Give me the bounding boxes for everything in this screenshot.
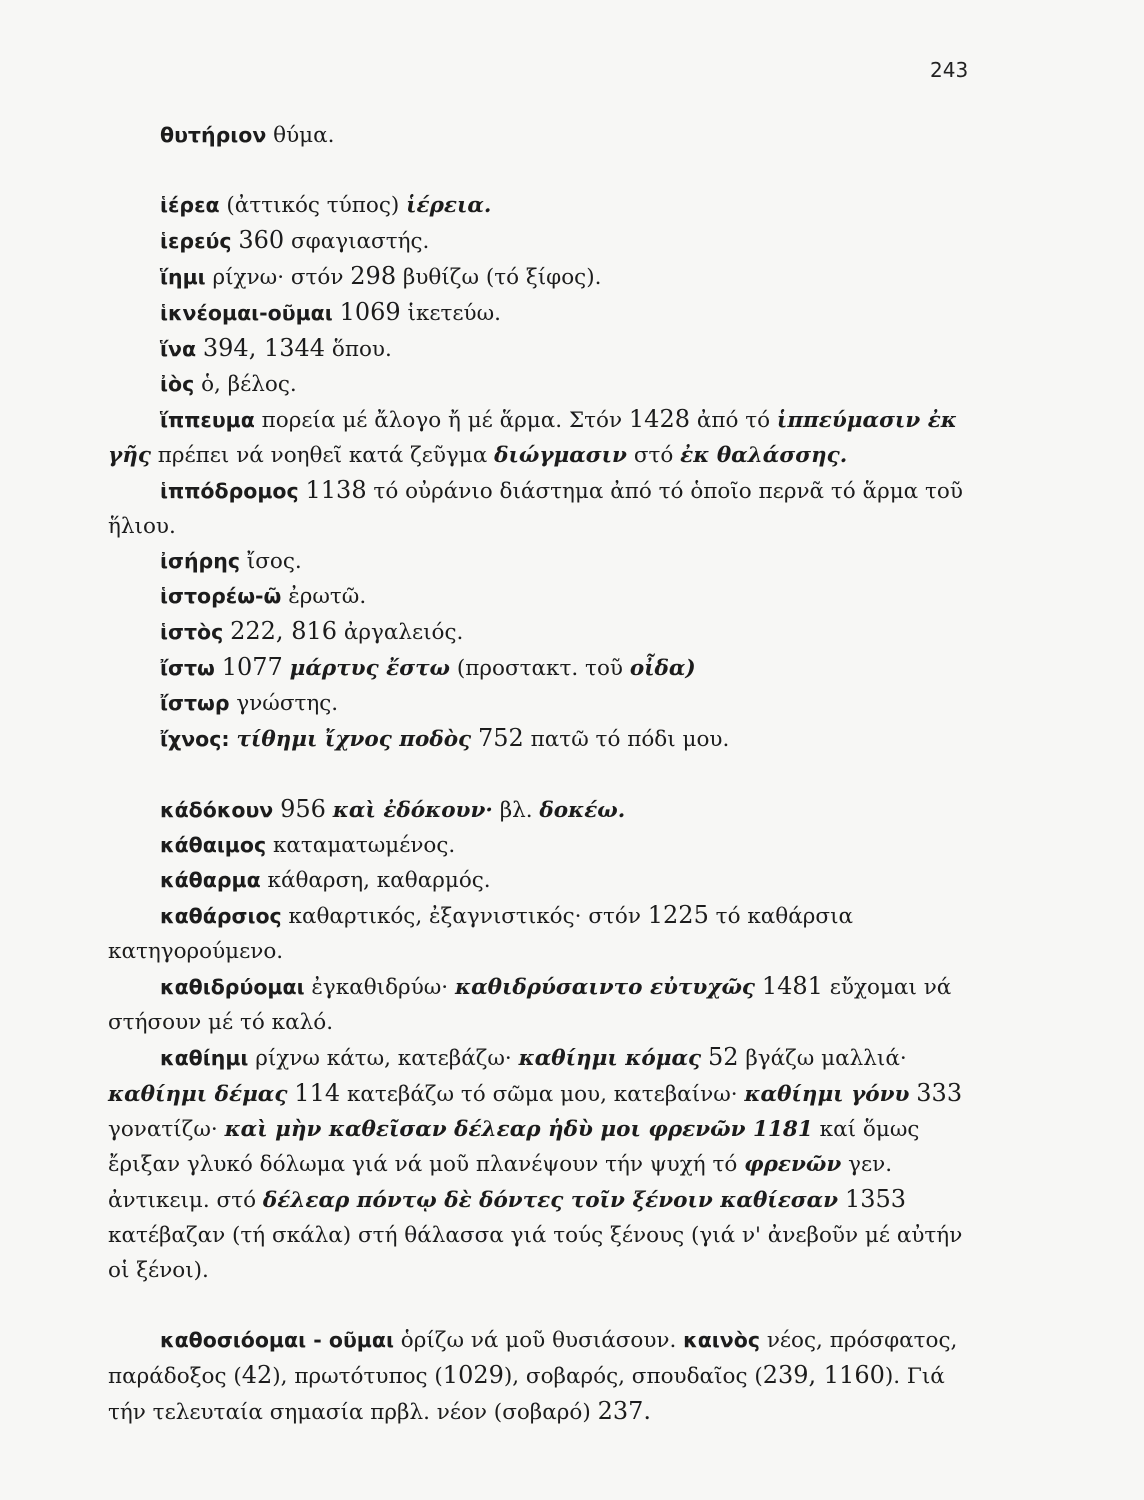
dictionary-entry	[108, 863, 966, 898]
citation: οἶδα)	[629, 656, 696, 681]
dictionary-entry	[108, 792, 966, 828]
entry-text: ὅπου.	[325, 337, 392, 362]
dictionary-entry	[108, 1040, 966, 1288]
entry-text	[755, 975, 762, 1000]
dictionary-entry	[108, 1323, 966, 1430]
entry-text: καί ὅμως ἔριξαν γλυκό δόλωμα γιά νά μοῦ πλανέψουν τήν ψυχή τό	[108, 1117, 920, 1177]
entry-text	[215, 656, 222, 681]
dictionary-entry	[108, 686, 966, 721]
entry-text: εὔχομαι νά στήσουν μέ τό καλό.	[108, 975, 952, 1035]
line-reference: 222, 816	[230, 617, 337, 645]
entry-text: ὁρίζω νά μοῦ θυσιάσουν.	[393, 1328, 684, 1353]
line-reference: 114	[294, 1079, 341, 1107]
headword: ἴστω	[160, 656, 215, 680]
line-reference: 1138	[305, 476, 367, 504]
entry-text	[471, 727, 478, 752]
line-reference: 1428	[628, 405, 690, 433]
dictionary-entry	[108, 579, 966, 614]
headword: ἵνα	[160, 337, 197, 361]
dictionary-entry	[108, 650, 966, 686]
headword: κάθαιμος	[160, 833, 267, 857]
headword: ἰὸς	[160, 372, 195, 396]
dictionary-entry	[108, 828, 966, 863]
headword: ἴστωρ	[160, 691, 230, 715]
entry-text: κατέβαζαν (τή σκάλα) στή θάλασσα γιά τούς ξένους (γιά ν' ἀνεβοῦν μέ αὐτήν οἱ ξένοι).	[108, 1223, 963, 1283]
dictionary-entry	[108, 259, 966, 295]
dictionary-entry	[108, 188, 966, 223]
headword: καινὸς	[683, 1328, 760, 1352]
line-reference: 298	[350, 262, 397, 290]
dictionary-entry	[108, 223, 966, 259]
citation: καθίημι κόμας	[518, 1046, 702, 1071]
line-reference: 333	[916, 1079, 963, 1107]
citation: ἐκ θαλάσσης.	[680, 443, 848, 468]
entry-text	[299, 479, 306, 504]
line-reference: 1077	[221, 653, 283, 681]
line-reference: 239, 1160	[762, 1361, 885, 1389]
dictionary-entry	[108, 969, 966, 1040]
line-reference: 237.	[597, 1397, 652, 1425]
entry-text: θύμα.	[266, 123, 335, 148]
headword: ἰσήρης	[160, 549, 240, 573]
entry-text: βγάζω μαλλιά·	[738, 1046, 907, 1071]
citation: καθιδρύσαιντο εὐτυχῶς	[454, 975, 756, 1000]
headword: κάδόκουν	[160, 798, 274, 822]
line-reference: 1225	[647, 901, 709, 929]
entry-text: ). Γιά τήν τελευταία σημασία πρβλ. νέον (σοβαρό)	[108, 1364, 945, 1425]
citation: καθίημι γόνυ	[744, 1082, 910, 1107]
citation: διώγμασιν	[494, 443, 627, 468]
line-reference: 52	[707, 1043, 739, 1071]
citation: τίθημι ἴχνος ποδὸς	[236, 727, 472, 752]
entry-text: βυθίζω (τό ξίφος).	[396, 265, 602, 290]
dictionary-entry	[108, 473, 966, 544]
headword: καθιδρύομαι	[160, 975, 305, 999]
dictionary-entry	[108, 898, 966, 969]
headword: ἱκνέομαι-οῦμαι	[160, 301, 333, 325]
entry-text: ἀργαλειός.	[337, 620, 464, 645]
entry-text: ὁ, βέλος.	[194, 372, 297, 397]
line-reference: 42	[241, 1361, 273, 1389]
entry-text: κάθαρση, καθαρμός.	[260, 868, 491, 893]
citation: δέλεαρ πόντῳ δὲ δόντες τοῖν ξένοιν καθίεσαν	[262, 1188, 839, 1213]
dictionary-entry	[108, 118, 966, 153]
entry-text: κατεβάζω τό σῶμα μου, κατεβαίνω·	[340, 1082, 745, 1107]
entry-text: (ἀττικός τύπος)	[219, 193, 407, 218]
entry-text: πατῶ τό πόδι μου.	[523, 727, 730, 752]
entry-text: (προστακτ. τοῦ	[450, 656, 630, 681]
headword: ἱππόδρομος	[160, 479, 299, 503]
entry-text	[701, 1046, 708, 1071]
entry-text: ), πρωτότυπος (	[272, 1364, 443, 1389]
entry-text: γνώστης.	[229, 691, 339, 716]
headword: κάθαρμα	[160, 868, 261, 892]
dictionary-entry	[108, 331, 966, 367]
dictionary-entry	[108, 295, 966, 331]
citation: καὶ ἐδόκουν·	[332, 798, 493, 823]
citation: καθίημι δέμας	[108, 1082, 288, 1107]
headword: ἵππευμα	[160, 408, 255, 432]
entry-text: καταματωμένος.	[266, 833, 456, 858]
line-reference: 360	[238, 226, 285, 254]
entry-text: ρίχνω· στόν	[205, 265, 351, 290]
citation: καὶ μὴν καθεῖσαν δέλεαρ ἡδὺ μοι φρενῶν 1181	[224, 1117, 813, 1142]
entry-text: ἀπό τό	[689, 408, 777, 433]
headword: ἵημι	[160, 265, 206, 289]
line-reference: 1029	[442, 1361, 504, 1389]
headword: θυτήριον	[160, 123, 267, 147]
dictionary-entry	[108, 367, 966, 402]
entry-text: ἱκετεύω.	[400, 301, 501, 326]
page-number: 243	[930, 58, 969, 82]
entry-text: ἐρωτῶ.	[281, 584, 367, 609]
dictionary-entry	[108, 402, 966, 473]
citation: δοκέω.	[539, 798, 626, 823]
entry-text: ρίχνω κάτω, κατεβάζω·	[248, 1046, 519, 1071]
entry-text: πρέπει νά νοηθεῖ κατά ζεῦγμα	[150, 443, 495, 468]
citation: μάρτυς ἔστω	[289, 656, 451, 681]
dictionary-text	[108, 118, 966, 1430]
entry-text: βλ.	[492, 798, 540, 823]
entry-text	[283, 656, 290, 681]
line-reference: 1069	[339, 298, 401, 326]
entry-text: τό καθάρσια κατηγορούμενο.	[108, 904, 854, 964]
line-reference: 956	[280, 795, 326, 823]
entry-text: σφαγιαστής.	[284, 229, 430, 254]
line-reference: 752	[478, 724, 524, 752]
headword: καθάρσιος	[160, 904, 282, 928]
headword: ἱστορέω-ῶ	[160, 584, 282, 608]
headword: ἴχνος:	[160, 727, 230, 751]
headword: καθίημι	[160, 1046, 249, 1070]
entry-text: νέος, πρόσφατος, παράδοξος (	[108, 1328, 958, 1389]
citation: ἱππεύμασιν ἐκ γῆς	[108, 408, 957, 468]
entry-text: γονατίζω·	[108, 1117, 225, 1142]
entry-text: πορεία μέ ἄλογο ἤ μέ ἅρμα. Στόν	[254, 408, 629, 433]
line-reference: 394, 1344	[202, 334, 326, 362]
dictionary-entry	[108, 721, 966, 757]
dictionary-entry	[108, 614, 966, 650]
citation: φρενῶν	[744, 1152, 842, 1177]
entry-text: ἴσος.	[239, 549, 302, 574]
entry-text: καθαρτικός, ἐξαγνιστικός· στόν	[281, 904, 648, 929]
entry-text	[333, 301, 340, 326]
headword: καθοσιόομαι - οῦμαι	[160, 1328, 394, 1352]
headword: ἱερεύς	[160, 229, 232, 253]
entry-text	[196, 337, 203, 362]
entry-text: ἐγκαθιδρύω·	[304, 975, 455, 1000]
entry-text	[326, 798, 333, 823]
headword: ἱστὸς	[160, 620, 224, 644]
line-reference: 1481	[761, 972, 823, 1000]
entry-text	[838, 1188, 845, 1213]
entry-text: ), σοβαρός, σπουδαῖος (	[503, 1364, 763, 1389]
entry-text: τό οὐράνιο διάστημα ἀπό τό ὁποῖο περνᾶ τό ἅρμα τοῦ ἥλιου.	[108, 479, 963, 539]
dictionary-entry	[108, 544, 966, 579]
headword: ἱέρεα	[160, 193, 220, 217]
entry-text: γεν. ἀντικειμ. στό	[108, 1152, 893, 1213]
citation: ἱέρεια.	[406, 193, 492, 218]
line-reference: 1353	[844, 1185, 907, 1213]
entry-text: στό	[626, 443, 681, 468]
